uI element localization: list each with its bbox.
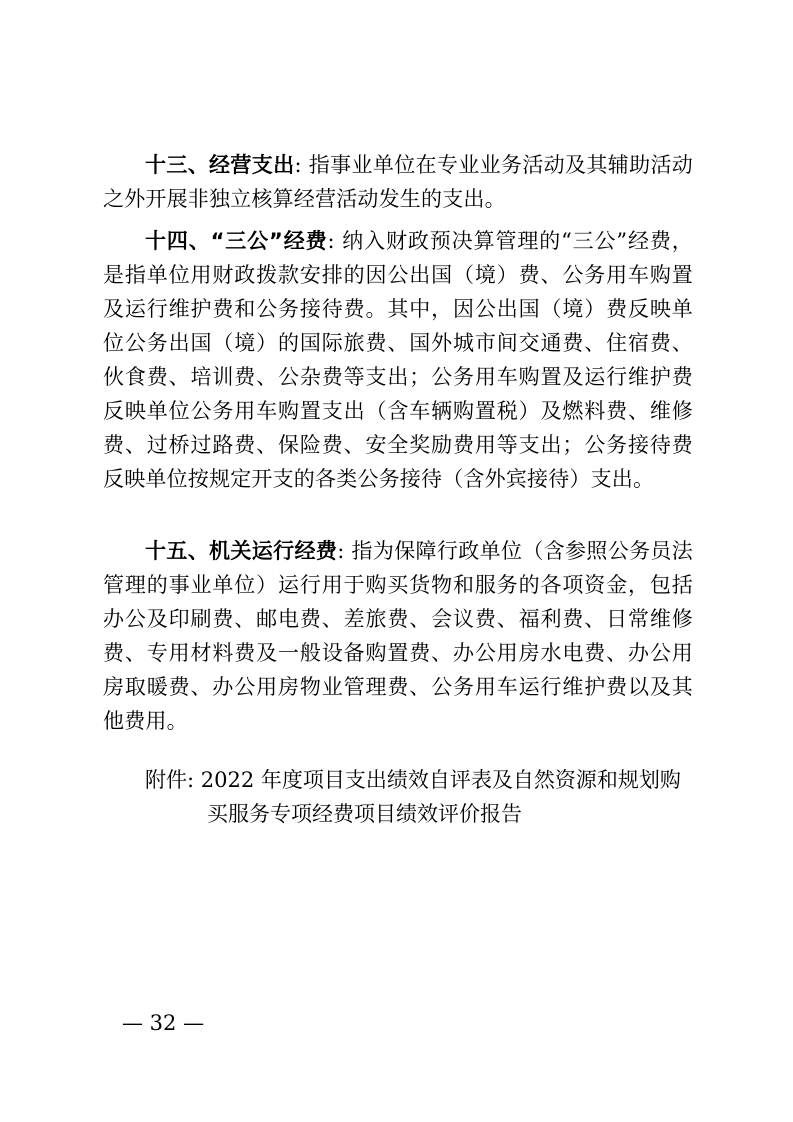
section-14-term: 十四、“三公”经费 (145, 229, 328, 253)
attachment-title-line2: 买服务专项经费项目绩效评价报告 (207, 802, 522, 826)
attachment-title-line1: 2022 年度项目支出绩效自评表及自然资源和规划购 (194, 768, 681, 792)
section-13-paragraph (103, 148, 693, 216)
section-13-body: : 指事业单位在专业业务活动及其辅助活动之外开展非独立核算经营活动发生的支出。 (103, 153, 694, 211)
attachment-note (145, 763, 705, 831)
page-number: — 32 — (122, 1011, 205, 1035)
section-15-body: : 指为保障行政单位（含参照公务员法管理的事业单位）运行用于购买货物和服务的各项资金，包括办公及印刷费、邮电费、差旅费、会议费、福利费、日常维修费、专用材料费及一般设备购置费、办公用房水电费、办公用房取暖费、办公用房物业管理费、公务用车运行维护费以及其他费用。 (103, 539, 693, 733)
section-15-term: 十五、机关运行经费 (145, 539, 338, 563)
section-14-paragraph (103, 224, 693, 496)
section-13-term: 十三、经营支出 (145, 153, 295, 177)
attachment-label: 附件: (145, 768, 195, 792)
section-15-paragraph (103, 534, 693, 738)
section-14-body: : 纳入财政预决算管理的“三公”经费，是指单位用财政拨款安排的因公出国（境）费、公务用车购置及运行维护费和公务接待费。其中，因公出国（境）费反映单位公务出国（境）的国际旅费、国外城市间交通费、住宿费、伙食费、培训费、公杂费等支出；公务用车购置及运行维护费反映单位公务用车购置支出（含车辆购置税）及燃料费、维修费、过桥过路费、保险费、安全奖励费用等支出；公务接待费反映单位按规定开支的各类公务接待（含外宾接待）支出。 (103, 229, 693, 491)
